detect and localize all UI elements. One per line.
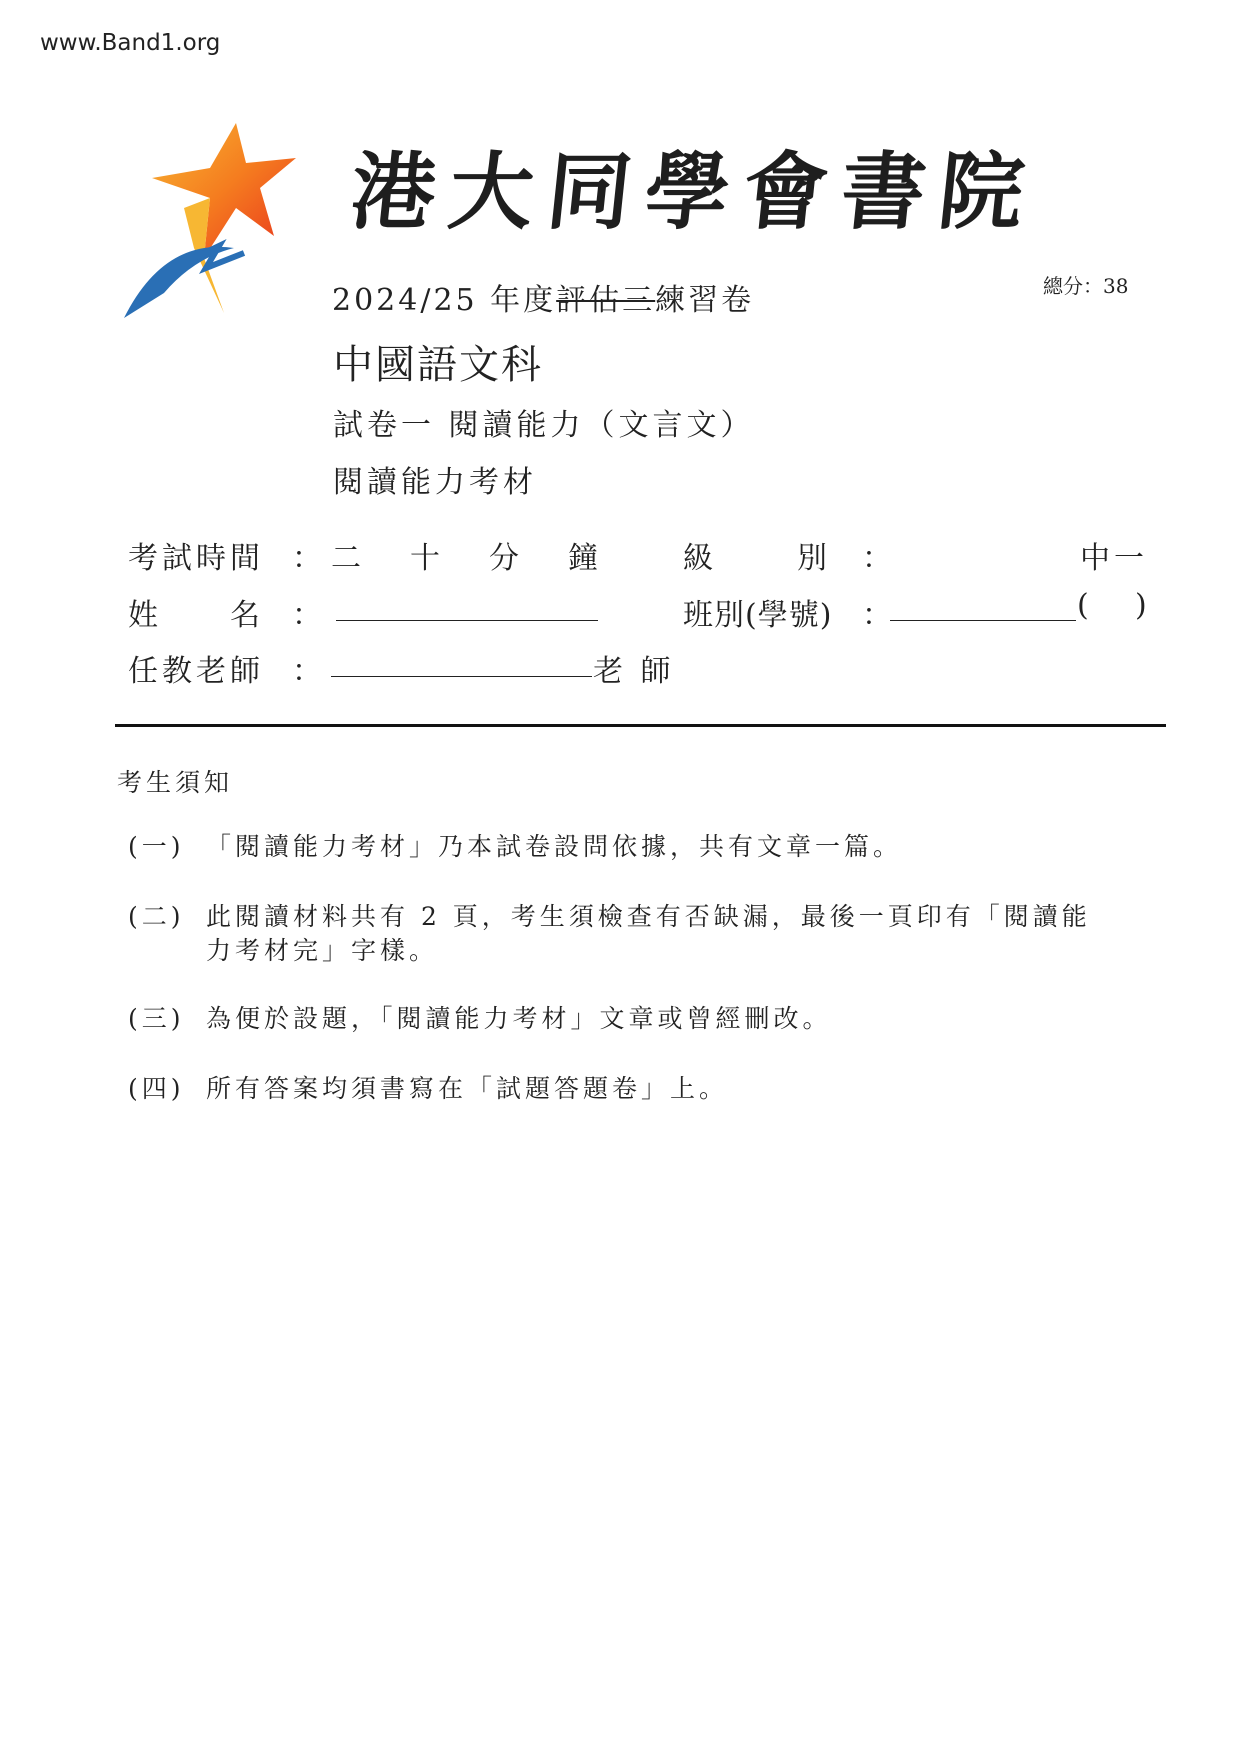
note-text: 「閱讀能力考材」乃本試卷設問依據，共有文章一篇。 <box>206 832 903 861</box>
subject-title: 中國語文科 <box>333 342 543 388</box>
school-name: 港大同學會書院 <box>346 142 1043 241</box>
note-text: 為便於設題，「閱讀能力考材」文章或曾經刪改。 <box>206 1004 832 1033</box>
grade-colon: ： <box>862 541 892 576</box>
school-logo-star-icon <box>124 118 306 324</box>
grade-label: 級 別 <box>683 541 835 576</box>
teacher-blank-line[interactable] <box>331 676 592 677</box>
note-number: (一) <box>128 832 185 861</box>
time-char-3: 分 <box>489 541 519 576</box>
note-text: 所有答案均須書寫在「試題答題卷」上。 <box>206 1074 729 1103</box>
note-number: (二) <box>128 902 185 931</box>
material-title: 閱讀能力考材 <box>333 465 537 500</box>
class-label: 班別(學號) <box>683 598 833 633</box>
note-number: (四) <box>128 1074 185 1103</box>
paper-type: 練習卷 <box>655 283 755 318</box>
name-blank-line[interactable] <box>336 620 598 621</box>
class-colon: ： <box>862 598 892 633</box>
teacher-label: 任教老師 <box>128 654 264 689</box>
time-char-1: 二 <box>331 541 361 576</box>
time-label: 考試時間 <box>128 541 264 576</box>
name-label: 姓 名 <box>128 598 264 633</box>
note-number: (三) <box>128 1004 185 1033</box>
class-number-paren-open: ( <box>1077 588 1089 623</box>
class-blank-line[interactable] <box>890 620 1076 621</box>
paper-title: 試卷一 閱讀能力（文言文） <box>333 408 755 443</box>
note-text: 此閱讀材料共有 2 頁，考生須檢查有否缺漏，最後一頁印有「閱讀能力考材完」字樣。 <box>206 902 1091 965</box>
class-number-paren-close: ) <box>1135 588 1147 623</box>
teacher-suffix: 老 師 <box>593 654 675 689</box>
notes-title: 考生須知 <box>117 768 234 797</box>
name-colon: ： <box>292 598 322 633</box>
year-text: 2024/25 年度 <box>332 283 557 318</box>
struck-text: 評估三 <box>556 283 656 318</box>
section-divider <box>115 724 1166 727</box>
time-char-4: 鐘 <box>568 541 598 576</box>
academic-year-title <box>332 275 754 319</box>
watermark-url: www.Band1.org <box>40 30 221 56</box>
time-char-2: 十 <box>410 541 440 576</box>
teacher-colon: ： <box>292 654 322 689</box>
time-colon: ： <box>292 541 322 576</box>
grade-value: 中一 <box>1080 541 1148 576</box>
total-score: 總分：38 <box>1043 274 1129 298</box>
